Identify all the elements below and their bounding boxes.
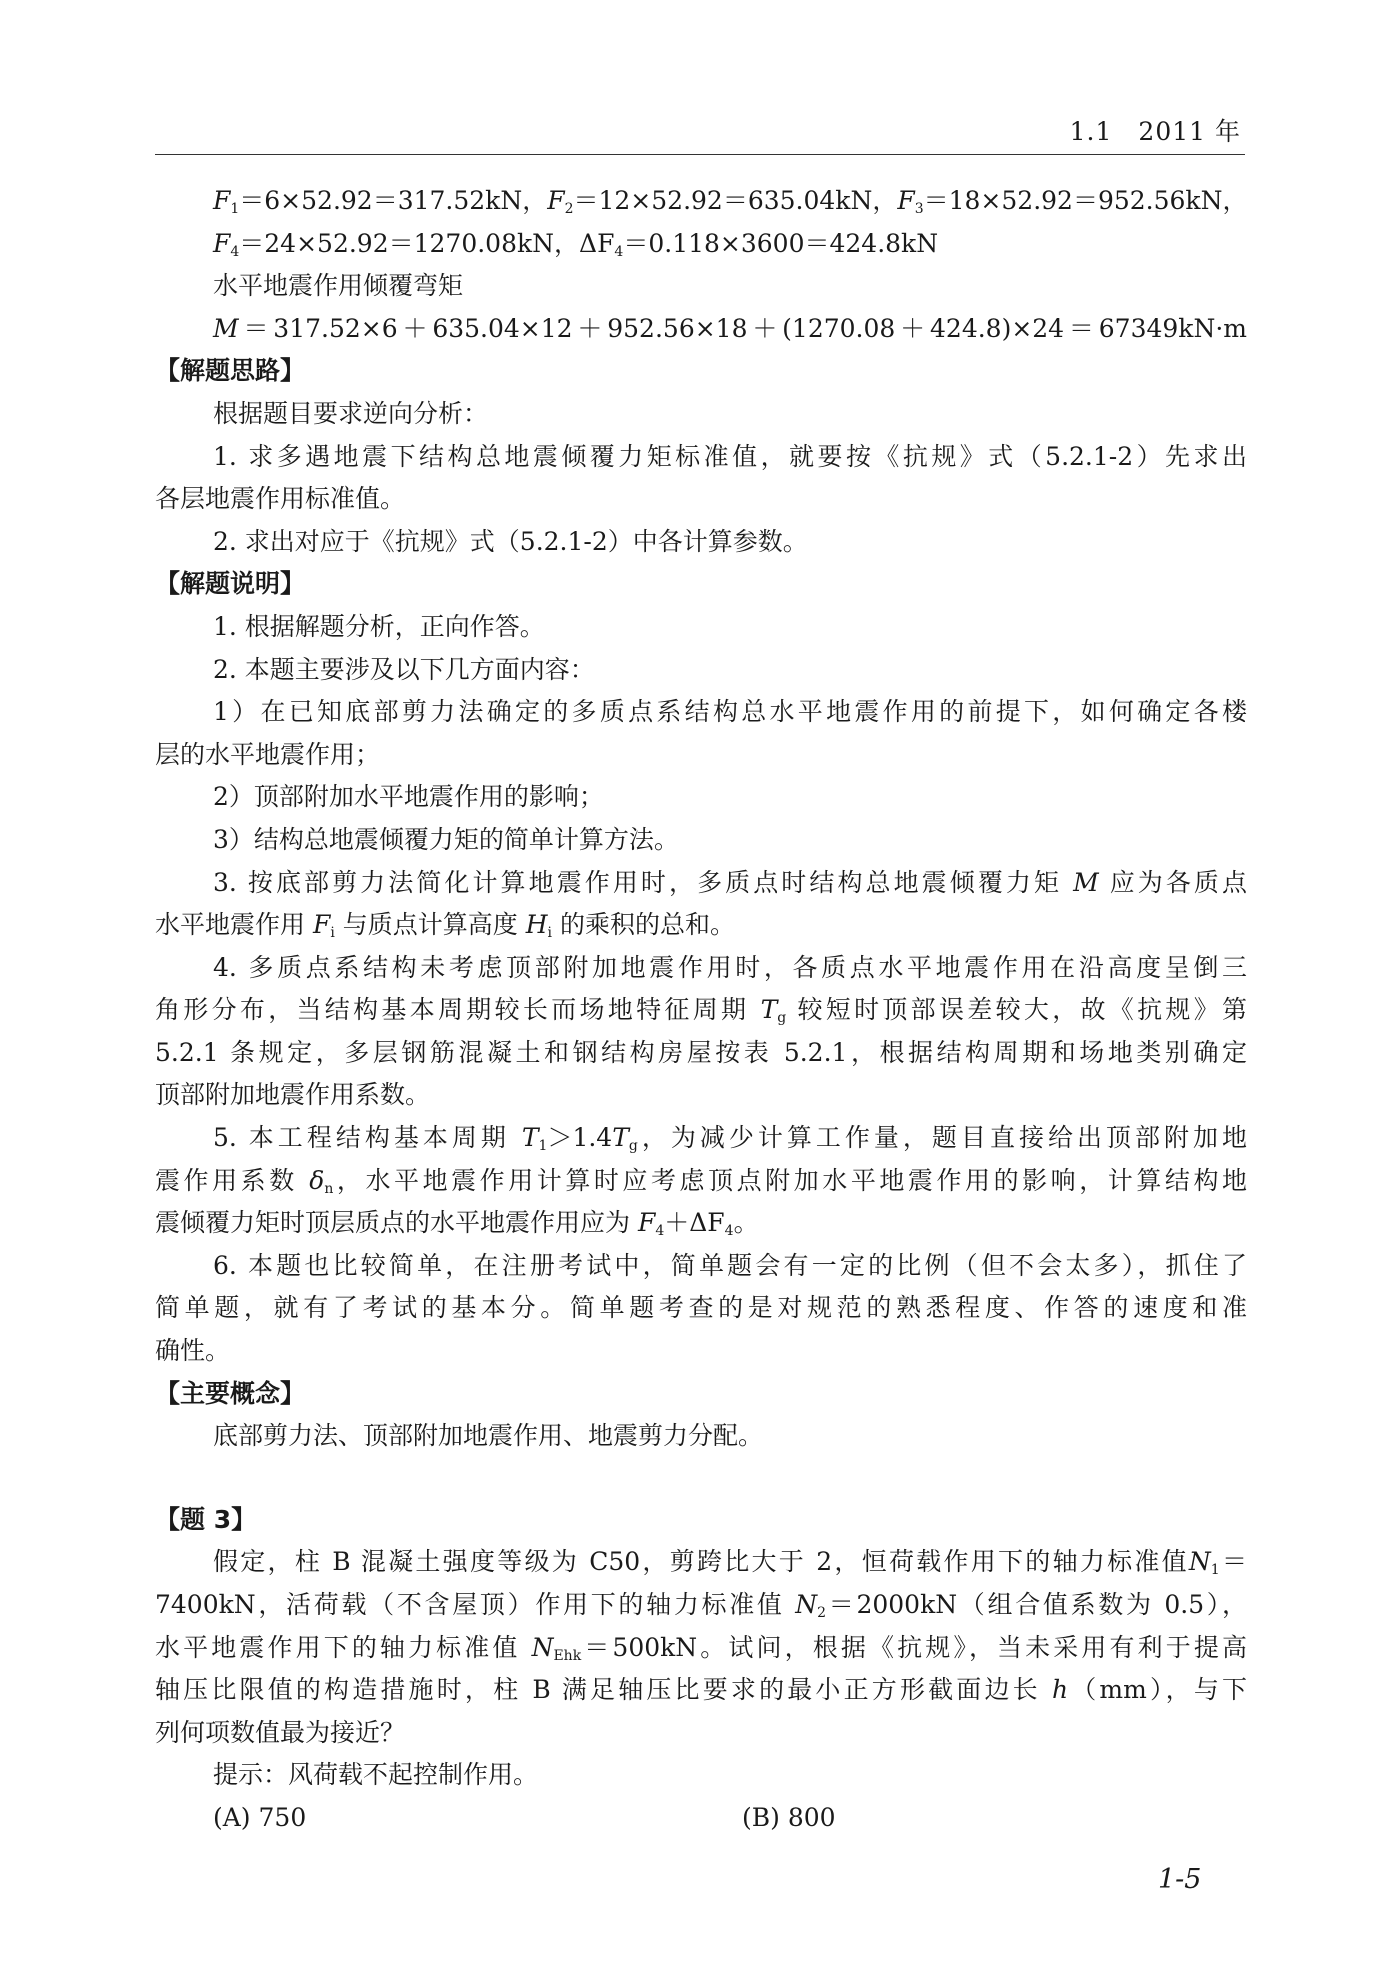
page-number: 1-5 xyxy=(1158,1864,1202,1895)
paragraph-line: 4. 多质点系结构未考虑顶部附加地震作用时，各质点水平地震作用在沿高度呈倒三 xyxy=(213,952,1247,982)
paragraph-line: 1）在已知底部剪力法确定的多质点系结构总水平地震作用的前提下，如何确定各楼 xyxy=(213,697,1247,727)
question-line: 列何项数值最为接近？ xyxy=(155,1717,406,1747)
moment-title: 水平地震作用倾覆弯矩 xyxy=(213,271,464,301)
page-body xyxy=(155,180,1247,1840)
header-text: 1.1 2011 年 xyxy=(1069,117,1241,146)
option-a: (A) 750 xyxy=(213,1802,307,1832)
paragraph-line: 2）顶部附加水平地震作用的影响； xyxy=(213,782,604,812)
section-gap xyxy=(155,1458,1247,1499)
paragraph-line: 角形分布，当结构基本周期较长而场地特征周期 $T_g$ 较短时顶部误差较大，故《抗规》第 xyxy=(155,995,1247,1027)
paragraph-line: 2. 本题主要涉及以下几方面内容： xyxy=(213,654,595,684)
question-line: 水平地震作用下的轴力标准值 $N_{Ehk}=500kN$。试问，根据《抗规》，当未采用有利于提高 xyxy=(155,1632,1247,1664)
paragraph-line: 3）结构总地震倾覆力矩的简单计算方法。 xyxy=(213,824,679,854)
paragraph-line: 震作用系数 $\delta_n$，水平地震作用计算时应考虑顶点附加水平地震作用的影响，计算结构地 xyxy=(155,1165,1247,1197)
formula-f1-f3: $F_1=6\times 52.92=317.52kN$，$F_2=12\times 52.92=635.04kN$，$F_3=18\times 52.92=952.56kN$， xyxy=(213,186,1248,217)
question-line: 7400kN，活荷载（不含屋顶）作用下的轴力标准值 $N_2=2000kN$（组合值系数为 0.5）， xyxy=(155,1590,1247,1621)
answer-options xyxy=(155,1797,1247,1840)
section-heading-thinking: 【解题思路】 xyxy=(155,356,306,386)
formula-f4: $F_4=24\times 52.92=1270.08kN$，$\Delta F_4=0.118\times 3600=424.8kN$ xyxy=(213,228,939,260)
paragraph-line: 5. 本工程结构基本周期 $T_1>1.4T_g$，为减少计算工作量，题目直接给出顶部附加地 xyxy=(213,1123,1247,1155)
paragraph-line: 1. 根据解题分析，正向作答。 xyxy=(213,611,545,641)
paragraph-line: 水平地震作用 $F_i$ 与质点计算高度 $H_i$ 的乘积的总和。 xyxy=(155,910,735,942)
paragraph-line: 2. 求出对应于《抗规》式（5.2.1-2）中各计算参数。 xyxy=(213,526,808,556)
paragraph-line: 简单题，就有了考试的基本分。简单题考查的是对规范的熟悉程度、作答的速度和准 xyxy=(155,1293,1247,1323)
paragraph-line: 各层地震作用标准值。 xyxy=(155,484,406,514)
page-header xyxy=(155,108,1245,155)
paragraph-line: 3. 按底部剪力法简化计算地震作用时，多质点时结构总地震倾覆力矩 M 应为各质点 xyxy=(213,867,1248,897)
section-heading-concept: 【主要概念】 xyxy=(155,1378,306,1408)
formula-moment: M＝317.52×6＋635.04×12＋952.56×18＋(1270.08＋424.8)×24＝67349kN·m xyxy=(213,313,1247,343)
paragraph-line: 6. 本题也比较简单，在注册考试中，简单题会有一定的比例（但不会太多），抓住了 xyxy=(213,1250,1247,1280)
paragraph-line: 震倾覆力矩时顶层质点的水平地震作用应为 $F_4+\Delta F_4$。 xyxy=(155,1208,759,1240)
paragraph-line: 顶部附加地震作用系数。 xyxy=(155,1080,431,1110)
question-line: 假定，柱 B 混凝土强度等级为 C50，剪跨比大于 2，恒荷载作用下的轴力标准值$N_1=$ xyxy=(213,1547,1247,1579)
paragraph-line: 确性。 xyxy=(155,1336,231,1366)
section-heading-explain: 【解题说明】 xyxy=(155,569,306,599)
question-line: 轴压比限值的构造措施时，柱 B 满足轴压比要求的最小正方形截面边长 h（mm），与下 xyxy=(155,1675,1247,1705)
option-b: (B) 800 xyxy=(742,1802,836,1832)
paragraph-line: 1. 求多遇地震下结构总地震倾覆力矩标准值，就要按《抗规》式（5.2.1-2）先求出 xyxy=(213,441,1247,471)
question-heading: 【题 3】 xyxy=(155,1504,257,1534)
question-hint: 提示：风荷载不起控制作用。 xyxy=(213,1760,539,1790)
paragraph-line: 底部剪力法、顶部附加地震作用、地震剪力分配。 xyxy=(213,1421,764,1451)
paragraph-line: 层的水平地震作用； xyxy=(155,739,381,769)
paragraph-line: 5.2.1 条规定，多层钢筋混凝土和钢结构房屋按表 5.2.1，根据结构周期和场地类别确定 xyxy=(155,1037,1247,1067)
paragraph-line: 根据题目要求逆向分析： xyxy=(213,398,489,428)
